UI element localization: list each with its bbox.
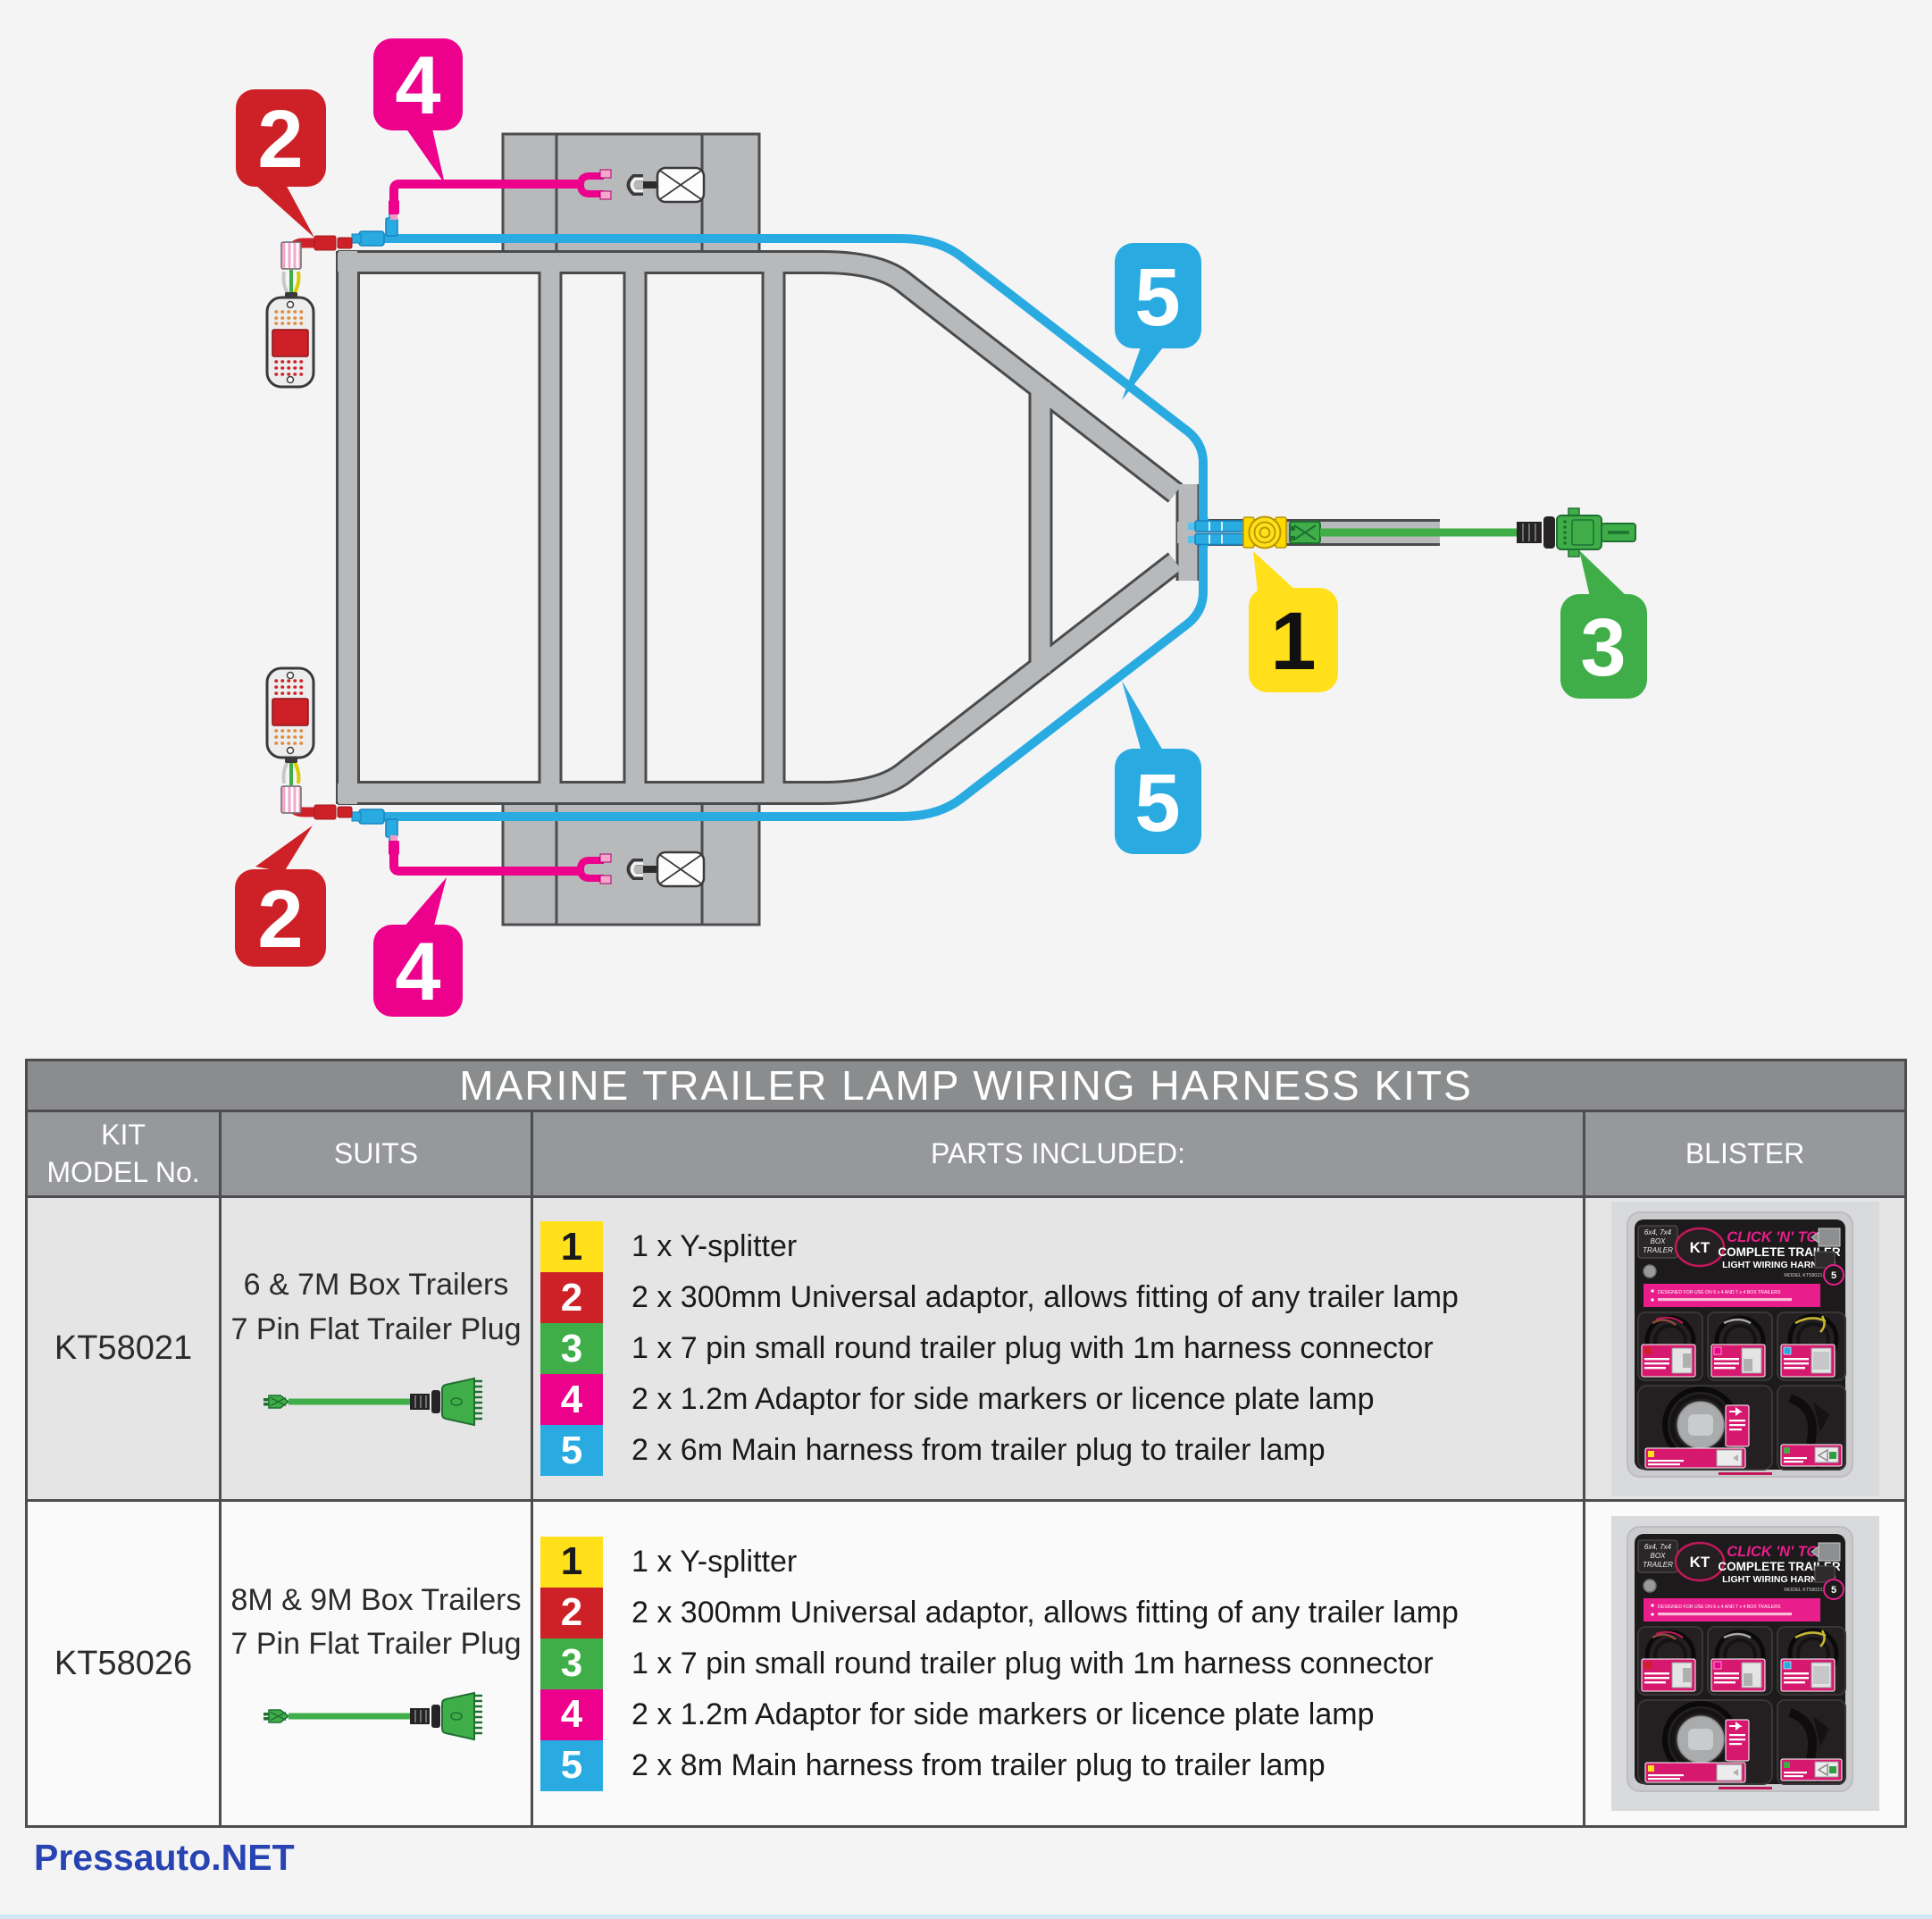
- callout-4-top: [373, 38, 463, 184]
- part-text: 2 x 1.2m Adaptor for side markers or licence plate lamp: [631, 1382, 1375, 1416]
- callout-1: [1249, 551, 1338, 692]
- part-item: [540, 1689, 1583, 1740]
- suits-kt58021: [222, 1195, 533, 1499]
- part-item: [540, 1537, 1583, 1588]
- column-header-suits: SUITS: [222, 1110, 533, 1195]
- callout-4-bottom-label: 4: [395, 926, 441, 1018]
- plug-cable-illustration: [260, 1370, 492, 1434]
- suits-kt58026: [222, 1499, 533, 1825]
- part-text: 2 x 6m Main harness from trailer plug to trailer lamp: [631, 1433, 1326, 1467]
- part-text: 1 x Y-splitter: [631, 1544, 798, 1579]
- callout-2-bottom: [235, 825, 326, 967]
- part-badge-5: 5: [540, 1740, 603, 1791]
- part-badge-4: 4: [540, 1689, 603, 1740]
- suits-kt58021-line1: 6 & 7M Box Trailers: [243, 1268, 509, 1303]
- part-text: 2 x 300mm Universal adaptor, allows fitting of any trailer lamp: [631, 1595, 1459, 1630]
- suits-kt58021-line2: 7 Pin Flat Trailer Plug: [230, 1311, 522, 1346]
- table-title: MARINE TRAILER LAMP WIRING HARNESS KITS: [28, 1061, 1904, 1110]
- part-text: 2 x 8m Main harness from trailer plug to trailer lamp: [631, 1747, 1326, 1782]
- part-item: [540, 1638, 1583, 1689]
- callout-2-bottom-label: 2: [257, 874, 304, 965]
- part-text: 1 x 7 pin small round trailer plug with 1m harness connector: [631, 1331, 1434, 1365]
- callout-5-top: [1115, 243, 1201, 400]
- part-badge-1: 1: [540, 1221, 603, 1272]
- column-header-model-line2: MODEL No.: [46, 1155, 200, 1188]
- part-badge-5: 5: [540, 1425, 603, 1476]
- part-text: 2 x 300mm Universal adaptor, allows fitting of any trailer lamp: [631, 1280, 1459, 1314]
- part-item: [540, 1740, 1583, 1791]
- kit-model-kt58021: KT58021: [28, 1195, 222, 1499]
- part-item: [540, 1272, 1583, 1323]
- kit-model-kt58026: KT58026: [28, 1499, 222, 1825]
- blister-photo: [1611, 1516, 1879, 1811]
- part-item: [540, 1374, 1583, 1425]
- column-header-model-line1: KIT: [101, 1118, 146, 1151]
- callout-4-bottom: [373, 877, 463, 1018]
- column-header-parts: PARTS INCLUDED:: [533, 1110, 1585, 1195]
- part-text: 2 x 1.2m Adaptor for side markers or licence plate lamp: [631, 1697, 1375, 1731]
- callout-2-top-label: 2: [257, 94, 304, 185]
- blister-cell-kt58021: [1585, 1195, 1904, 1499]
- part-item: [540, 1323, 1583, 1374]
- pressauto-watermark-link[interactable]: Pressauto.NET: [34, 1837, 295, 1878]
- suits-kt58026-line1: 8M & 9M Box Trailers: [230, 1582, 522, 1617]
- blister-cell-kt58026: [1585, 1499, 1904, 1825]
- callout-3-label: 3: [1580, 602, 1627, 693]
- suits-kt58026-line2: 7 Pin Flat Trailer Plug: [230, 1627, 522, 1661]
- column-header-blister: BLISTER: [1585, 1110, 1904, 1195]
- part-badge-2: 2: [540, 1588, 603, 1638]
- callout-4-top-label: 4: [395, 40, 441, 131]
- callout-1-label: 1: [1270, 596, 1317, 687]
- y-splitter: [1243, 517, 1286, 549]
- part-badge-1: 1: [540, 1537, 603, 1588]
- parts-list-kt58026: [533, 1499, 1585, 1825]
- callout-5-bottom-label: 5: [1134, 758, 1181, 849]
- bottom-edge-strip: [0, 1915, 1932, 1919]
- trailer-plug: [1290, 508, 1635, 557]
- callout-2-top: [236, 89, 326, 238]
- parts-list-kt58021: [533, 1195, 1585, 1499]
- plug-cable-illustration: [260, 1684, 492, 1748]
- tail-lamp-top: [267, 270, 314, 387]
- callout-3: [1560, 550, 1647, 699]
- callout-5-top-label: 5: [1134, 252, 1181, 343]
- part-text: 1 x 7 pin small round trailer plug with 1m harness connector: [631, 1646, 1434, 1680]
- column-header-model: [28, 1110, 222, 1195]
- part-text: 1 x Y-splitter: [631, 1229, 798, 1263]
- part-item: [540, 1588, 1583, 1638]
- kit-table: [25, 1059, 1907, 1828]
- part-badge-4: 4: [540, 1374, 603, 1425]
- part-badge-2: 2: [540, 1272, 603, 1323]
- part-item: [540, 1221, 1583, 1272]
- tail-lamp-bottom: [267, 668, 314, 785]
- part-badge-3: 3: [540, 1638, 603, 1689]
- part-item: [540, 1425, 1583, 1476]
- blister-photo: [1611, 1202, 1879, 1496]
- callout-5-bottom: [1115, 681, 1201, 854]
- part-badge-3: 3: [540, 1323, 603, 1374]
